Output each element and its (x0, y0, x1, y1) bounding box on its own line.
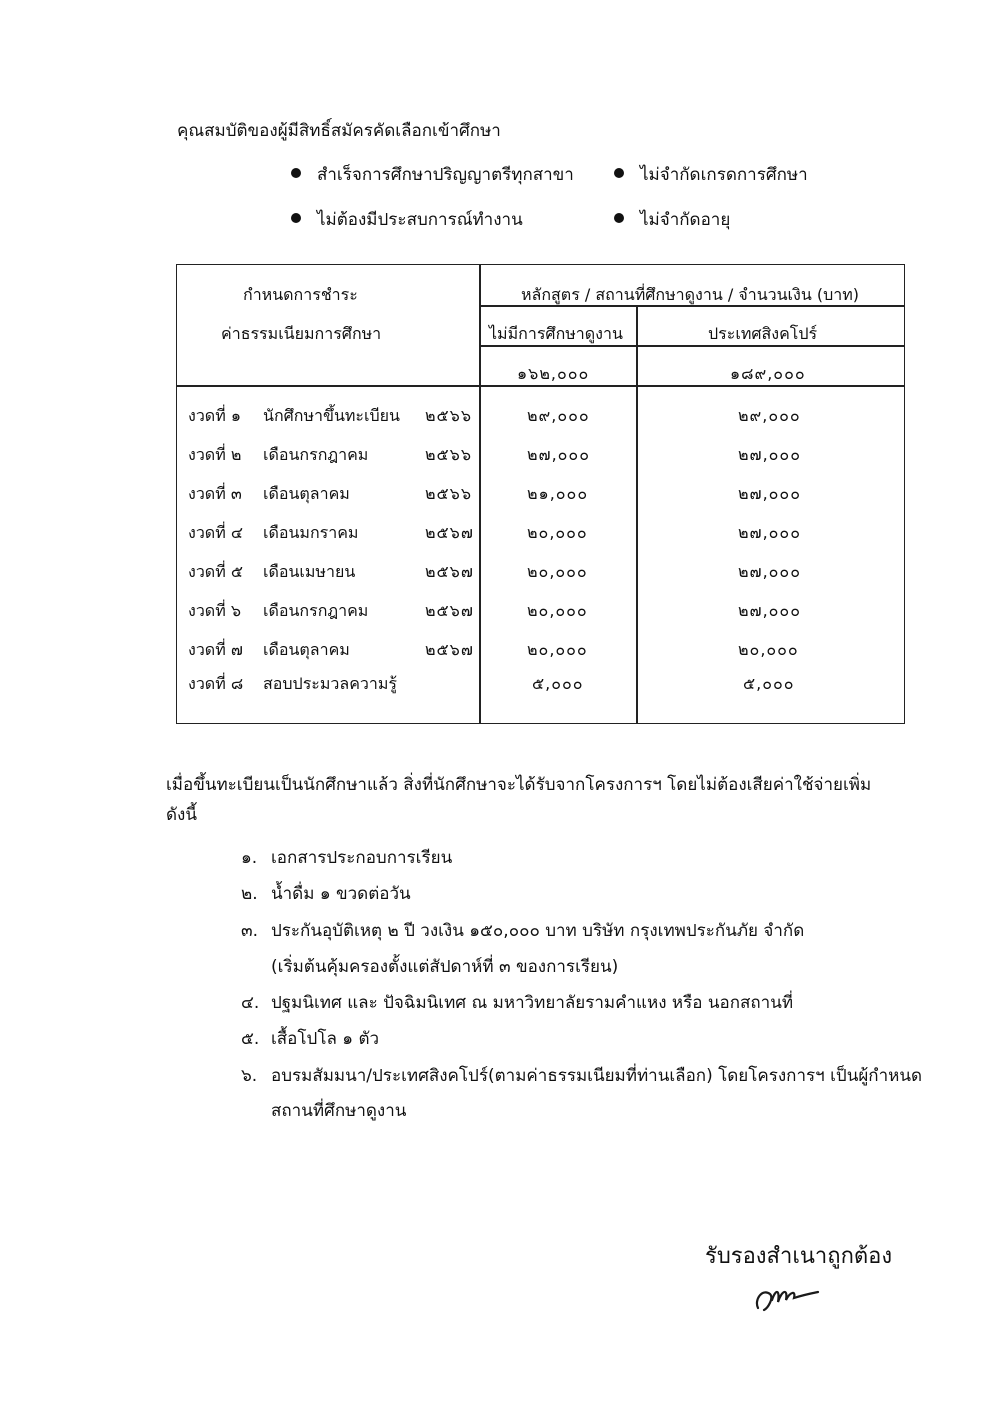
installment-desc: เดือนตุลาคม (263, 640, 350, 659)
total-no-study-trip: ๑๖๒,๐๐๐ (517, 364, 590, 383)
installment-label: งวดที่ ๗ (188, 640, 243, 659)
installment-desc: เดือนมกราคม (263, 523, 359, 542)
signature-icon (752, 1278, 832, 1318)
installment-label: งวดที่ ๔ (188, 523, 243, 542)
installment-year: ๒๕๖๖ (425, 445, 472, 464)
installment-label: งวดที่ ๒ (188, 445, 242, 464)
header-course-location-amount: หลักสูตร / สถานที่ศึกษาดูงาน / จำนวนเงิน (บาท) (521, 285, 860, 304)
list-item-number: ๖. (241, 1066, 258, 1086)
installment-year: ๒๕๖๖ (425, 484, 472, 503)
list-item: อบรมสัมมนา/ประเทศสิงคโปร์(ตามค่าธรรมเนียมที่ท่านเลือก) โดยโครงการฯ เป็นผู้กำหนด (271, 1066, 922, 1086)
amount-singapore: ๒๗,๐๐๐ (738, 601, 801, 620)
amount-singapore: ๒๐,๐๐๐ (738, 640, 799, 659)
list-item: เอกสารประกอบการเรียน (271, 848, 453, 868)
list-item: ปฐมนิเทศ และ ปัจฉิมนิเทศ ณ มหาวิทยาลัยรามคำแหง หรือ นอกสถานที่ (271, 993, 794, 1013)
installment-desc: นักศึกษาขึ้นทะเบียน (263, 406, 400, 425)
list-item-number: ๑. (241, 848, 258, 868)
header-payment-schedule: กำหนดการชำระ (243, 285, 358, 304)
amount-singapore: ๕,๐๐๐ (743, 674, 795, 693)
bullet-icon (614, 213, 624, 223)
installment-year: ๒๕๖๗ (425, 601, 474, 620)
list-item: ประกันอุบัติเหตุ ๒ ปี วงเงิน ๑๕๐,๐๐๐ บาท บริษัท กรุงเทพประกันภัย จำกัด (271, 921, 805, 941)
amount-no-study-trip: ๒๑,๐๐๐ (527, 484, 589, 503)
installment-desc: เดือนกรกฎาคม (263, 601, 369, 620)
bullet-icon (291, 168, 301, 178)
amount-singapore: ๒๙,๐๐๐ (738, 406, 801, 425)
table-divider (636, 305, 638, 723)
benefits-intro-line: ดังนี้ (166, 805, 197, 825)
qualification-item (291, 161, 574, 188)
list-item: เสื้อโปโล ๑ ตัว (271, 1029, 380, 1049)
amount-no-study-trip: ๒๙,๐๐๐ (527, 406, 590, 425)
qualification-text: ไม่จำกัดอายุ (640, 210, 731, 230)
list-item-number: ๓. (241, 921, 259, 941)
installment-year: ๒๕๖๖ (425, 406, 472, 425)
total-singapore: ๑๘๙,๐๐๐ (730, 364, 806, 383)
installment-desc: เดือนกรกฎาคม (263, 445, 369, 464)
amount-no-study-trip: ๒๐,๐๐๐ (527, 640, 588, 659)
installment-label: งวดที่ ๘ (188, 674, 244, 693)
fee-table (176, 264, 905, 724)
amount-singapore: ๒๗,๐๐๐ (738, 445, 801, 464)
benefits-intro (166, 770, 886, 830)
bullet-icon (291, 213, 301, 223)
installment-label: งวดที่ ๑ (188, 406, 241, 425)
list-item-continuation: (เริ่มต้นคุ้มครองตั้งแต่สัปดาห์ที่ ๓ ของการเรียน) (271, 957, 619, 977)
benefits-intro-line: เมื่อขึ้นทะเบียนเป็นนักศึกษาแล้ว สิ่งที่นักศึกษาจะได้รับจากโครงการฯ โดยไม่ต้องเสียค่าใช้จ่ายเพิ่ม (166, 775, 872, 795)
amount-singapore: ๒๗,๐๐๐ (738, 562, 801, 581)
amount-no-study-trip: ๒๐,๐๐๐ (527, 523, 588, 542)
amount-no-study-trip: ๕,๐๐๐ (532, 674, 584, 693)
header-no-study-trip: ไม่มีการศึกษาดูงาน (489, 324, 623, 343)
installment-desc: เดือนตุลาคม (263, 484, 350, 503)
list-item-number: ๔. (241, 993, 260, 1013)
bullet-icon (614, 168, 624, 178)
header-singapore: ประเทศสิงคโปร์ (708, 324, 818, 343)
amount-singapore: ๒๗,๐๐๐ (738, 484, 801, 503)
installment-year: ๒๕๖๗ (425, 562, 474, 581)
certification-text: รับรองสำเนาถูกต้อง (705, 1244, 893, 1269)
installment-label: งวดที่ ๖ (188, 601, 241, 620)
qualifications-title: คุณสมบัติของผู้มีสิทธิ์สมัครคัดเลือกเข้าศึกษา (177, 121, 501, 141)
amount-no-study-trip: ๒๐,๐๐๐ (527, 562, 588, 581)
installment-year: ๒๕๖๗ (425, 640, 474, 659)
qualification-text: ไม่ต้องมีประสบการณ์ทำงาน (317, 210, 523, 230)
list-item-number: ๕. (241, 1029, 260, 1049)
amount-no-study-trip: ๒๐,๐๐๐ (527, 601, 588, 620)
installment-desc: เดือนเมษายน (263, 562, 356, 581)
qualification-item (291, 206, 523, 233)
installment-desc: สอบประมวลความรู้ (263, 674, 398, 693)
installment-label: งวดที่ ๓ (188, 484, 242, 503)
list-item: น้ำดื่ม ๑ ขวดต่อวัน (271, 884, 411, 904)
list-item-continuation: สถานที่ศึกษาดูงาน (271, 1101, 407, 1121)
amount-singapore: ๒๗,๐๐๐ (738, 523, 801, 542)
qualification-text: ไม่จำกัดเกรดการศึกษา (640, 165, 808, 185)
qualification-text: สำเร็จการศึกษาปริญญาตรีทุกสาขา (317, 165, 574, 185)
amount-no-study-trip: ๒๗,๐๐๐ (527, 445, 590, 464)
installment-year: ๒๕๖๗ (425, 523, 474, 542)
header-tuition-fee: ค่าธรรมเนียมการศึกษา (221, 324, 382, 343)
qualification-item (614, 206, 730, 233)
table-divider (479, 265, 481, 723)
list-item-number: ๒. (241, 884, 258, 904)
qualification-item (614, 161, 808, 188)
installment-label: งวดที่ ๕ (188, 562, 243, 581)
